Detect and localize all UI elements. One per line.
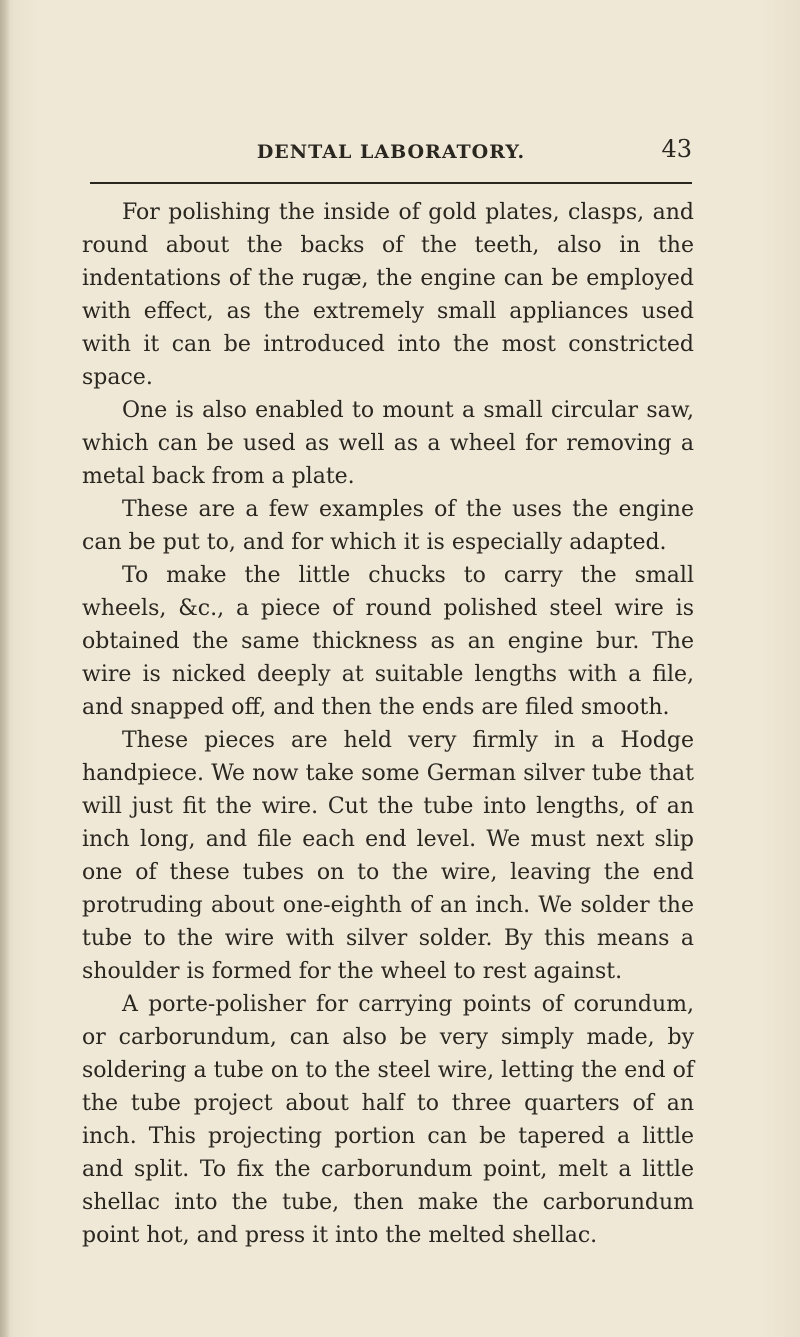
paragraph: These are a few examples of the uses the engine can be put to, and for which it is especially adapted. — [82, 497, 694, 555]
page-header — [90, 135, 692, 167]
gutter-shadow — [0, 0, 10, 1337]
paragraph: For polishing the inside of gold plates, clasps, and round about the backs of the teeth, also in the indentations of the rugæ, the engine can be employed with effect, as the extremely small appliances used with it can be introduced into the most constricted space. — [82, 200, 694, 390]
running-title: DENTAL LABORATORY. — [256, 141, 526, 163]
paragraph: One is also enabled to mount a small circular saw, which can be used as well as a wheel for removing a metal back from a plate. — [82, 398, 694, 489]
body-text — [82, 196, 694, 1252]
paragraph: A porte-polisher for carrying points of corundum, or carborundum, can also be very simply made, by soldering a tube on to the steel wire, letting the end of the tube project about half to three quarters of an inch. This projecting portion can be tapered a little and split. To fix the carborundum point, melt a little shellac into the tube, then make the carborundum point hot, and press it into the melted shellac. — [82, 992, 694, 1248]
header-rule — [90, 182, 692, 184]
paragraph: To make the little chucks to carry the small wheels, &c., a piece of round polished steel wire is obtained the same thickness as an engine bur. The wire is nicked deeply at suitable lengths with a file, and snapped off, and then the ends are filed smooth. — [82, 563, 694, 720]
paragraph: These pieces are held very firmly in a Hodge handpiece. We now take some German silver tube that will just fit the wire. Cut the tube into lengths, of an inch long, and file each end level. We must next slip one of these tubes on to the wire, leaving the end protruding about one-eighth of an inch. We solder the tube to the wire with silver solder. By this means a shoulder is formed for the wheel to rest against. — [82, 728, 694, 984]
page-number: 43 — [661, 135, 692, 163]
